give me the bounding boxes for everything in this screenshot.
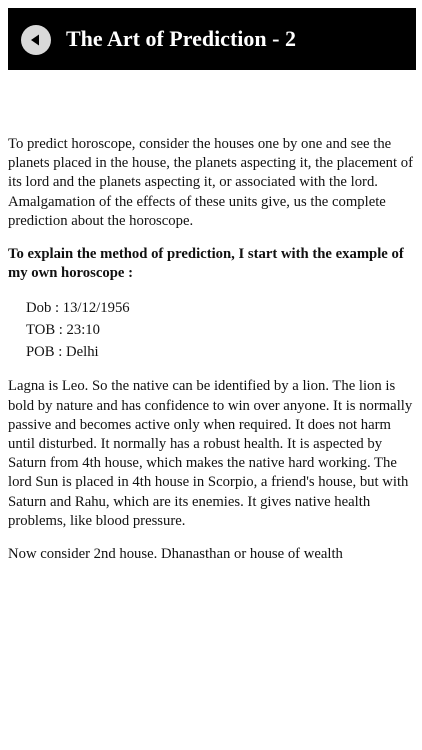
paragraph-intro: To predict horoscope, consider the houses one by one and see the planets placed in the house, the planets aspecting it, the placement of its lord and the planets aspecting it, or associated with the lord. Amalgamation of the effects of these units give, us the complete prediction about the horoscope. <box>8 136 413 229</box>
paragraph-lagna: Lagna is Leo. So the native can be identified by a lion. The lion is bold by nature and has confidence to win over anyone. It is normally passive and becomes active only when required. It does not harm until disturbed. It normally has a robust health. It is aspected by Saturn from 4th house, which makes the native hard working. The lord Sun is placed in 4th house in Scorpio, a friend's house, but with Saturn and Rahu, which are its enemies. It gives native health problems, like blood pressure. <box>8 378 413 529</box>
paragraph-second-house: Now consider 2nd house. Dhanasthan or house of wealth <box>8 546 343 563</box>
header-bar <box>8 8 416 70</box>
paragraph-method-heading: To explain the method of prediction, I start with the example of my own horoscope : <box>8 246 404 282</box>
birth-time: TOB : 23:10 <box>26 322 100 339</box>
birth-info <box>8 297 416 363</box>
birth-place: POB : Delhi <box>26 344 99 361</box>
article-content <box>8 135 416 564</box>
back-arrow-icon <box>21 25 51 55</box>
page-title: The Art of Prediction - 2 <box>66 26 296 51</box>
back-button[interactable] <box>21 25 51 55</box>
birth-date: Dob : 13/12/1956 <box>26 300 130 317</box>
